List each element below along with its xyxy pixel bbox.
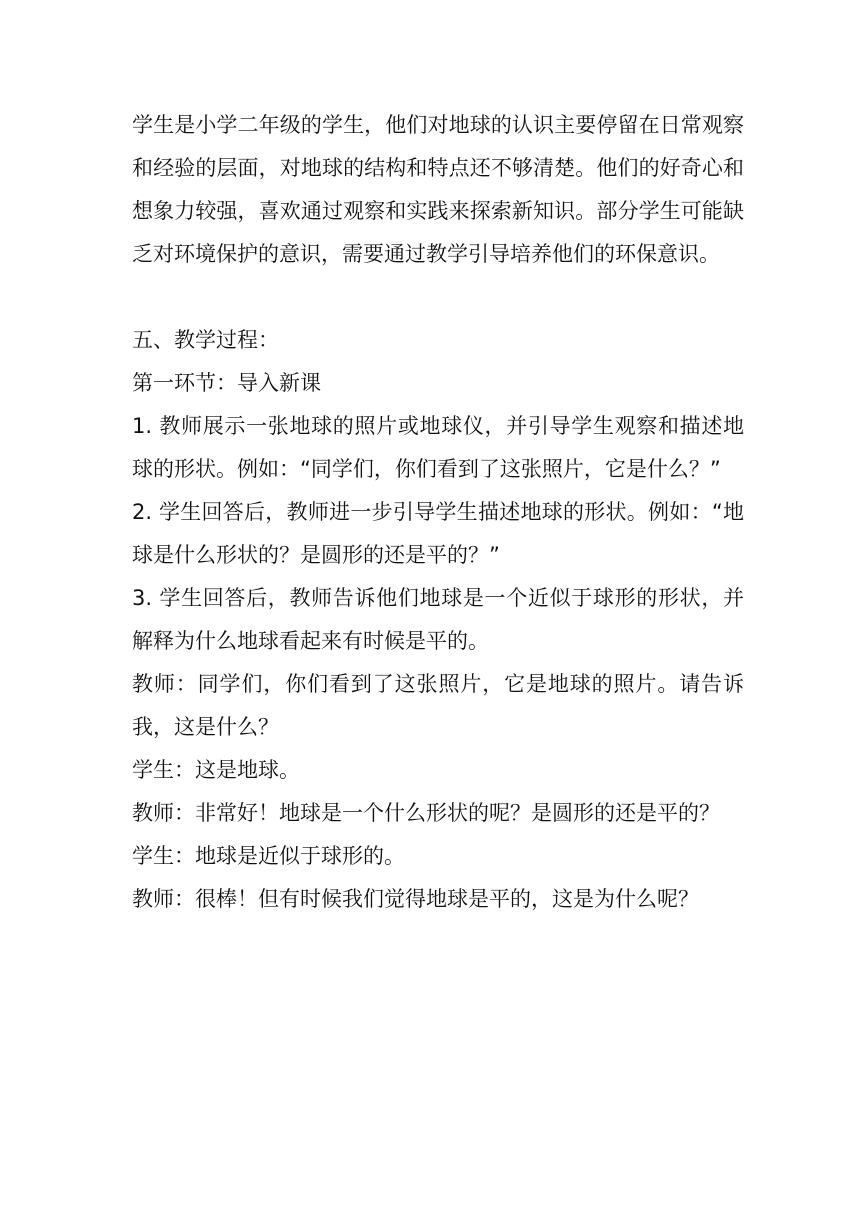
blank-line — [132, 276, 744, 319]
dialogue-line: 教师：很棒！但有时候我们觉得地球是平的，这是为什么呢？ — [132, 887, 699, 911]
subsection-heading: 第一环节：导入新课 — [132, 371, 321, 395]
dialogue-line: 学生：地球是近似于球形的。 — [132, 844, 405, 868]
intro-paragraph: 学生是小学二年级的学生，他们对地球的认识主要停留在日常观察和经验的层面，对地球的结构和特点还不够清楚。他们的好奇心和想象力较强，喜欢通过观察和实践来探索新知识。部分学生可能缺乏对环境保护的意识，需要通过教学引导培养他们的环保意识。 — [132, 113, 744, 266]
section-heading: 五、教学过程： — [132, 328, 279, 352]
dialogue-line: 教师：同学们，你们看到了这张照片，它是地球的照片。请告诉我，这是什么？ — [132, 672, 744, 739]
dialogue-line: 学生：这是地球。 — [132, 758, 300, 782]
document-body — [132, 104, 744, 921]
step-3: 3. 学生回答后，教师告诉他们地球是一个近似于球形的形状，并解释为什么地球看起来有时候是平的。 — [132, 586, 744, 653]
step-2: 2. 学生回答后，教师进一步引导学生描述地球的形状。例如：“地球是什么形状的？是圆形的还是平的？” — [132, 500, 744, 567]
step-1: 1. 教师展示一张地球的照片或地球仪，并引导学生观察和描述地球的形状。例如：“同学们，你们看到了这张照片，它是什么？” — [132, 414, 744, 481]
dialogue-line: 教师：非常好！地球是一个什么形状的呢？是圆形的还是平的？ — [132, 801, 720, 825]
